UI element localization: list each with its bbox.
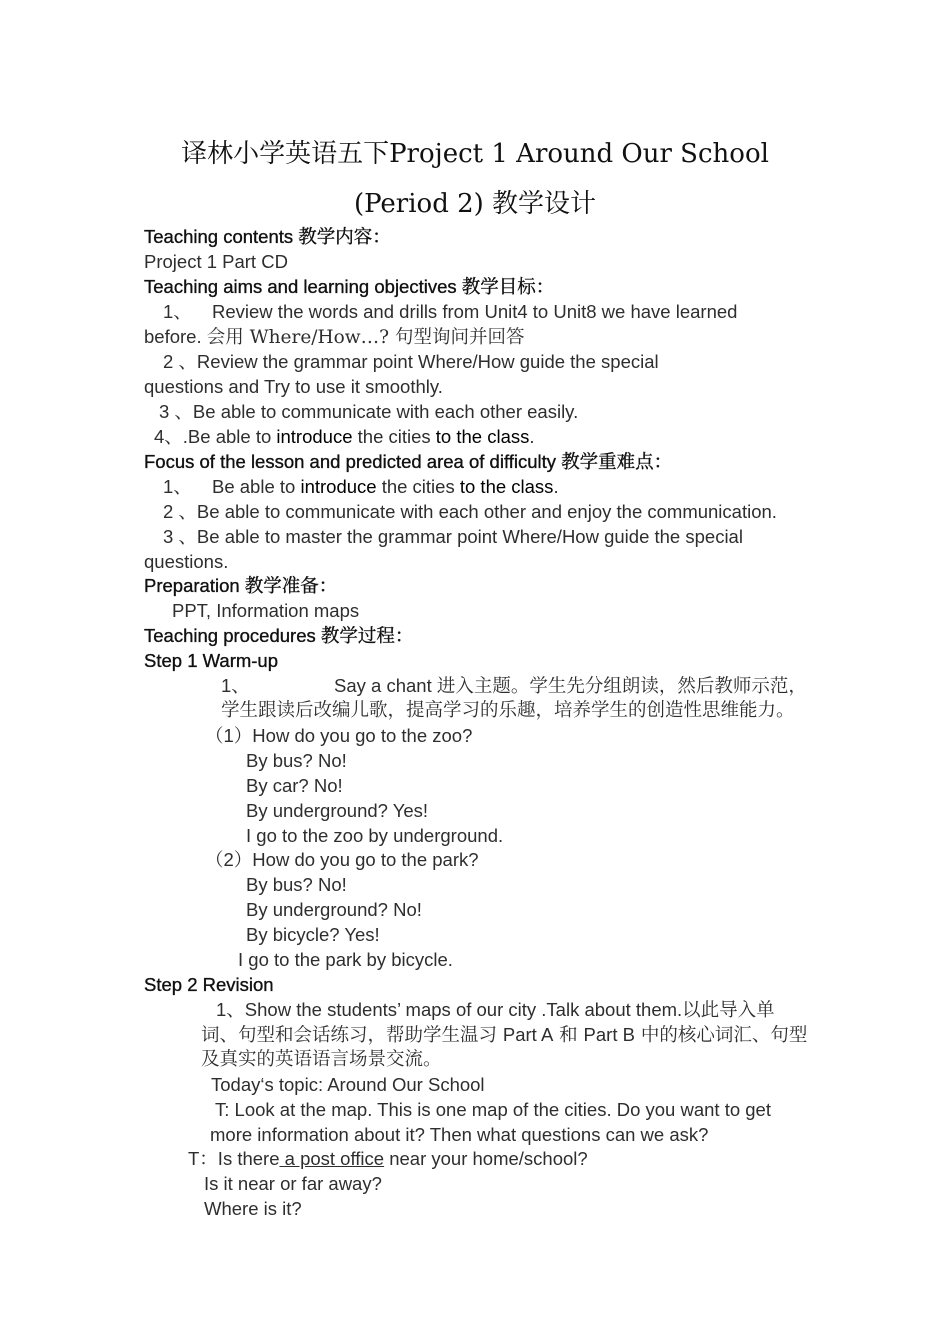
focus-heading: Focus of the lesson and predicted area of difficulty 教学重难点： bbox=[144, 451, 673, 472]
step2-question1-post: near your home/school? bbox=[384, 1148, 588, 1169]
contents-heading: Teaching contents 教学内容： bbox=[144, 226, 391, 247]
step2-para-line2-e: 中的核心词汇、句型 bbox=[634, 1025, 808, 1046]
step1-chant: Say a chant bbox=[334, 675, 437, 696]
focus-item1-word2: to the class bbox=[459, 476, 554, 497]
aims-item1-cont-en: before. bbox=[144, 326, 207, 347]
step2-para-line2 bbox=[201, 1023, 807, 1048]
step2-heading: Step 2 Revision bbox=[144, 974, 274, 995]
chant2-line3: By bicycle? Yes! bbox=[246, 924, 380, 945]
aims-item3: 3 、Be able to communicate with each other easily. bbox=[159, 401, 579, 422]
preparation-heading: Preparation 教学准备： bbox=[144, 575, 338, 596]
focus-item1 bbox=[212, 475, 559, 499]
step1-chant-line bbox=[334, 674, 807, 699]
focus-item2: 2 、Be able to communicate with each other and enjoy the communication. bbox=[163, 501, 777, 522]
step2-para-line2-c: 和 bbox=[553, 1025, 584, 1046]
aims-heading: Teaching aims and learning objectives 教学目标： bbox=[144, 276, 555, 297]
title-line-1: 译林小学英语五下Project 1 Around Our School bbox=[181, 139, 769, 169]
chant1-question: （1）How do you go to the zoo? bbox=[205, 725, 473, 746]
chant2-line2: By underground? No! bbox=[246, 899, 422, 920]
aims-item4-word1: introduce bbox=[276, 426, 353, 447]
aims-item1-continuation bbox=[144, 325, 524, 350]
procedures-heading: Teaching procedures 教学过程： bbox=[144, 625, 414, 646]
step2-para-line2-b: Part A bbox=[502, 1024, 554, 1045]
step2-teacher-line2: more information about it? Then what questions can we ask? bbox=[210, 1124, 709, 1145]
aims-item2-line2: questions and Try to use it smoothly. bbox=[144, 376, 443, 397]
aims-item1-number: 1、 bbox=[163, 301, 192, 322]
aims-item4-word2: to the class bbox=[435, 426, 530, 447]
focus-item1-pre: Be able to bbox=[212, 476, 301, 497]
step1-heading: Step 1 Warm-up bbox=[144, 650, 278, 671]
contents-text: Project 1 Part CD bbox=[144, 251, 288, 272]
aims-item4 bbox=[154, 425, 535, 449]
step2-question3: Where is it? bbox=[204, 1198, 302, 1219]
step2-question1 bbox=[188, 1147, 588, 1171]
focus-item1-mid: the cities bbox=[376, 476, 460, 497]
step2-para-line2-a: 词、句型和会话练习，帮助学生温习 bbox=[201, 1025, 503, 1046]
chant1-line3: By underground? Yes! bbox=[246, 800, 429, 821]
step2-para-line1-cn: 以此导入单 bbox=[682, 1000, 775, 1021]
title-line-2: (Period 2) 教学设计 bbox=[353, 189, 597, 219]
focus-item1-number: 1、 bbox=[163, 476, 192, 497]
step2-topic: Today‘s topic: Around Our School bbox=[211, 1074, 485, 1095]
step2-para-line3: 及真实的英语语言场景交流。 bbox=[201, 1049, 442, 1070]
step1-number: 1、 bbox=[221, 675, 250, 696]
aims-item1-cont-cn: 会用 Where/How…? 句型询问并回答 bbox=[206, 327, 525, 348]
step1-cn-line2: 学生跟读后改编儿歌，提高学习的乐趣，培养学生的创造性思维能力。 bbox=[221, 700, 795, 721]
chant2-line1: By bus? No! bbox=[246, 874, 347, 895]
focus-item1-end: . bbox=[553, 476, 559, 497]
focus-item1-word1: introduce bbox=[300, 476, 377, 497]
aims-item4-pre: 4、.Be able to bbox=[154, 426, 277, 447]
step2-question1-underlined: a post office bbox=[279, 1148, 385, 1169]
aims-item2-line1: 2 、Review the grammar point Where/How guide the special bbox=[163, 351, 659, 372]
focus-item3-line1: 3 、Be able to master the grammar point Where/How guide the special bbox=[163, 526, 743, 547]
chant1-line2: By car? No! bbox=[246, 775, 343, 796]
chant2-question: （2）How do you go to the park? bbox=[205, 849, 479, 870]
step2-teacher-line1: T: Look at the map. This is one map of the cities. Do you want to get bbox=[215, 1099, 771, 1120]
step2-question1-pre: T：Is there bbox=[188, 1148, 280, 1169]
step2-para-line2-d: Part B bbox=[583, 1024, 635, 1045]
chant2-line4: I go to the park by bicycle. bbox=[238, 949, 453, 970]
step2-question2: Is it near or far away? bbox=[204, 1173, 382, 1194]
chant1-line4: I go to the zoo by underground. bbox=[246, 825, 504, 846]
step2-para-line1-en: 1、Show the students’ maps of our city .Talk about them. bbox=[216, 999, 683, 1020]
aims-item4-mid: the cities bbox=[352, 426, 436, 447]
step2-para-line1 bbox=[216, 998, 775, 1023]
chant1-line1: By bus? No! bbox=[246, 750, 347, 771]
step1-chant-cn: 进入主题。学生先分组朗读，然后教师示范， bbox=[436, 676, 807, 697]
aims-item1-text: Review the words and drills from Unit4 to Unit8 we have learned bbox=[212, 301, 738, 322]
focus-item3-line2: questions. bbox=[144, 551, 229, 572]
aims-item4-end: . bbox=[529, 426, 535, 447]
preparation-text: PPT, Information maps bbox=[172, 600, 360, 621]
